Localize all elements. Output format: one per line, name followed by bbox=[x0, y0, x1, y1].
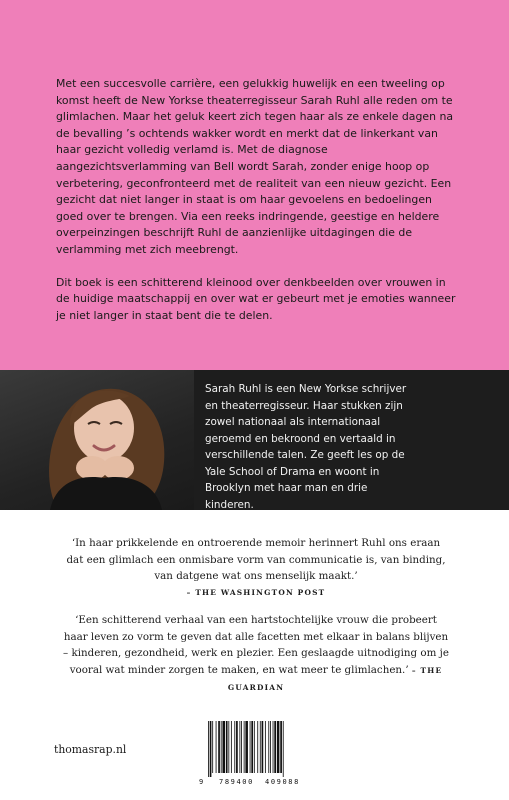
author-bio: Sarah Ruhl is een New Yorkse schrijver en theaterregisseur. Haar stukken zijn zowel nationaal als internationaal geroemd en bekroond en vertaald in verschillende talen. Ze geeft les op de Yale School of Drama en woont in Brooklyn met haar man en drie kinderen. bbox=[205, 383, 407, 511]
author-block bbox=[0, 370, 509, 510]
barcode-bar bbox=[222, 721, 225, 773]
barcode-bar bbox=[239, 721, 240, 773]
author-photo bbox=[0, 370, 194, 510]
barcode-bar bbox=[283, 721, 284, 777]
barcode-bar bbox=[221, 721, 222, 773]
barcode-bar bbox=[250, 721, 251, 773]
review-quote-text: ‘In haar prikkelende en ontroerende memoir herinnert Ruhl ons eraan dat een glimlach een onmisbare vorm van communicatie is, van binding, van datgene wat ons menselijk maakt.’ bbox=[66, 537, 446, 582]
barcode-bars bbox=[208, 721, 308, 779]
barcode-bar bbox=[231, 721, 232, 773]
isbn-barcode bbox=[199, 721, 317, 787]
blurb-paragraph-2: Dit boek is een schitterend kleinood over denkbeelden over vrouwen in de huidige maatschappij en over wat er gebeurt met je emoties wanneer je niet langer in staat bent die te delen. bbox=[56, 275, 456, 322]
barcode-bar bbox=[273, 721, 274, 773]
barcode-bar bbox=[280, 721, 282, 773]
barcode-bar bbox=[210, 721, 212, 777]
barcode-bar bbox=[228, 721, 229, 773]
barcode-bar bbox=[245, 721, 248, 773]
review-quote-source: – THE GUARDIAN bbox=[227, 665, 443, 692]
barcode-bar bbox=[268, 721, 269, 773]
barcode-bar bbox=[218, 721, 220, 773]
barcode-bar bbox=[226, 721, 228, 773]
review-quote-text: ‘Een schitterend verhaal van een hartstochtelijke vrouw die probeert haar leven zo vorm te geven dat alle facetten met elkaar in balans blijven – kinderen, gezondheid, werk en plezier. Een geslaagde uitnodiging om je vooral wat minder zorgen te maken, en wat meer te glimlachen.’ bbox=[63, 614, 449, 676]
barcode-bar bbox=[254, 721, 255, 773]
barcode-bar bbox=[251, 721, 253, 773]
back-cover-blurb bbox=[56, 76, 458, 340]
review-quote-2 bbox=[62, 612, 450, 697]
barcode-bar bbox=[244, 721, 245, 773]
barcode-bar bbox=[270, 721, 271, 773]
barcode-bar bbox=[277, 721, 280, 773]
barcode-bar bbox=[216, 721, 217, 773]
barcode-bar bbox=[265, 721, 266, 773]
barcode-bar bbox=[212, 721, 213, 773]
barcode-group-2: 409088 bbox=[265, 778, 300, 786]
review-quote-1 bbox=[62, 535, 450, 601]
review-quote-source: – THE WASHINGTON POST bbox=[186, 587, 326, 597]
barcode-bar bbox=[208, 721, 209, 777]
barcode-bar bbox=[257, 721, 258, 773]
barcode-bar bbox=[260, 721, 261, 773]
barcode-bar bbox=[274, 721, 276, 773]
blurb-paragraph-1: Met een succesvolle carrière, een gelukkig huwelijk en een tweeling op komst heeft de New Yorkse theaterregisseur Sarah Ruhl alle reden om te glimlachen. Maar het geluk keert zich tegen haar als ze enkele dagen na de bevalling ’s ochtends wakker wordt en merkt dat de linkerkant van haar gezicht volledig verlamd is. Met de diagnose aangezichtsverlamming van Bell wordt Sarah, zonder enige hoop op verbetering, geconfronteerd met de realiteit van een nieuw gezicht. Een gezicht dat niet langer in staat is om haar gevoelens en bedoelingen goed over te brengen. Via een reeks indringende, geestige en heldere overpeinzingen beschrijft Ruhl de aanzienlijke uitdagingen die de verlamming met zich meebrengt. bbox=[56, 77, 454, 256]
barcode-bar bbox=[241, 721, 242, 773]
barcode-bar bbox=[234, 721, 235, 773]
barcode-bar bbox=[262, 721, 264, 773]
barcode-lead-digit: 9 bbox=[199, 778, 204, 786]
barcode-group-1: 789400 bbox=[219, 778, 254, 786]
publisher-url[interactable]: thomasrap.nl bbox=[54, 743, 127, 756]
barcode-bar bbox=[236, 721, 238, 773]
